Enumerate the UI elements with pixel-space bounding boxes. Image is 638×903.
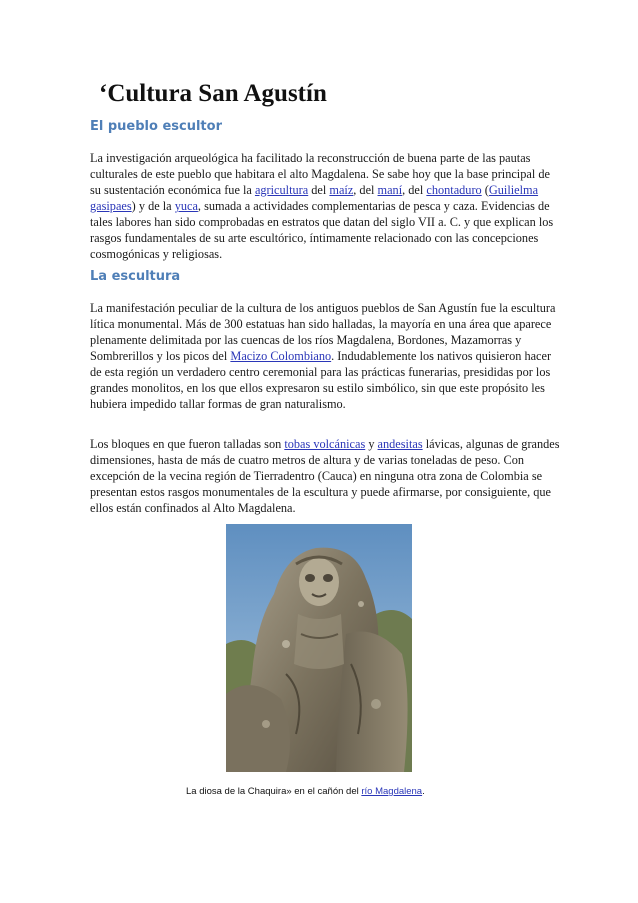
link-tobas-volcanicas[interactable]: tobas volcánicas (284, 437, 366, 451)
paragraph-pueblo-escultor (90, 150, 560, 262)
paragraph-text: del (308, 183, 330, 197)
link-yuca[interactable]: yuca (174, 199, 198, 213)
paragraph-text: Los bloques en que fueron talladas son (90, 437, 285, 451)
paragraph-text: La investigación arqueológica ha facilitado la reconstrucción de buena parte de las pautas culturales de este pueblo que habitara el alto Magdalena. Se sabe hoy que la base principal de su sustentación económica fue la (90, 151, 550, 197)
caption-text: La diosa de la Chaquira» en el cañón del (186, 786, 362, 797)
paragraph-text: ) y de la (131, 199, 175, 213)
paragraph-text: . Indudablemente los nativos quisieron hacer de esta región un verdadero centro ceremonial para las prácticas funerarias, presididas por los grandes monolitos, en los que ellos expresaron su estilo simbólico, sin que este propósito les hubiera impedido tallar formas de gran naturalismo. (90, 349, 552, 411)
paragraph-la-escultura-1 (90, 300, 560, 412)
link-macizo-colombiano[interactable]: Macizo Colombiano (230, 349, 332, 363)
link-guilielma-gasipaes[interactable]: Guilielma gasipaes (90, 183, 539, 213)
link-andesitas[interactable]: andesitas (377, 437, 423, 451)
paragraph-text: , sumada a actividades complementarias de pesca y caza. Evidencias de tales labores han sido comprobadas en estratos que datan del siglo VII a. C. y que explican los rasgos fundamentales de su arte escultórico, íntimamente relacionado con las concepciones cosmogónicas y religiosas. (90, 199, 554, 261)
paragraph-text: , del (402, 183, 427, 197)
section-heading-pueblo-escultor: El pueblo escultor (90, 119, 222, 134)
paragraph-la-escultura-2 (90, 436, 560, 516)
link-mani[interactable]: maní (377, 183, 403, 197)
paragraph-text: lávicas, algunas de grandes dimensiones, hasta de más de cuatro metros de altura y de varias toneladas de peso. Con excepción de la vecina región de Tierradentro (Cauca) en ninguna otra zona de Colombia se presentan estos rasgos monumentales de la escultura y puede afirmarse, por consiguiente, que ellos están confinados al Alto Magdalena. (90, 437, 560, 515)
sculpture-photo (226, 524, 412, 772)
link-agricultura[interactable]: agricultura (254, 183, 309, 197)
figure-caption (186, 786, 425, 797)
paragraph-text: , del (353, 183, 378, 197)
paragraph-text: y (365, 437, 378, 451)
link-rio-magdalena[interactable]: río Magdalena (361, 786, 423, 797)
section-heading-la-escultura: La escultura (90, 269, 181, 284)
link-maiz[interactable]: maíz (329, 183, 354, 197)
paragraph-text: La manifestación peculiar de la cultura de los antiguos pueblos de San Agustín fue la escultura lítica monumental. Más de 300 estatuas han sido halladas, la mayoría en una área que aparece plenamente delimitada por las cuencas de los ríos Magdalena, Bordones, Mazamorras y Sombrerillos y los picos del (90, 301, 556, 363)
link-chontaduro[interactable]: chontaduro (426, 183, 482, 197)
paragraph-text: ( (481, 183, 489, 197)
document-title: ‘Cultura San Agustín (99, 80, 327, 107)
sculpture-photo-graphic (226, 524, 412, 772)
caption-text: . (422, 786, 425, 797)
